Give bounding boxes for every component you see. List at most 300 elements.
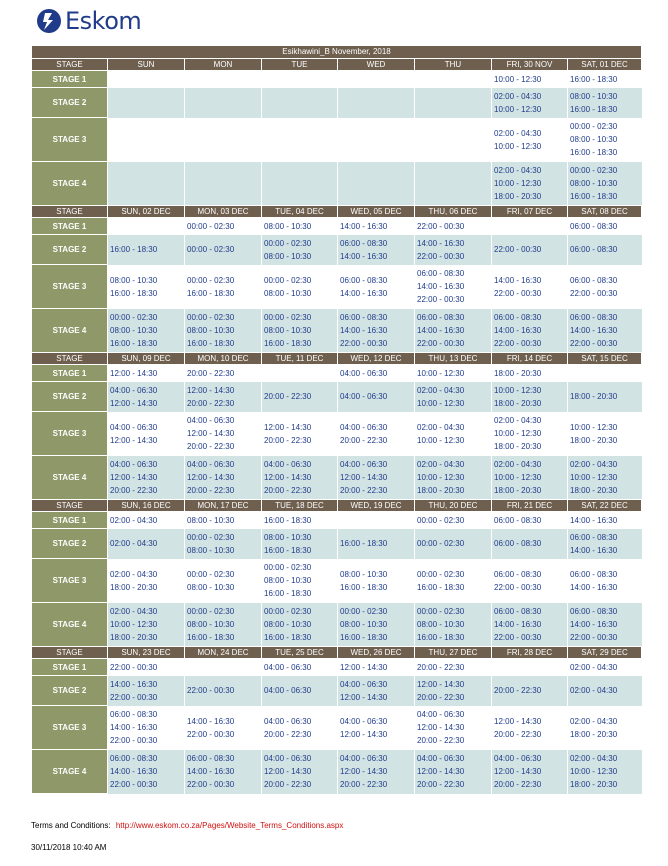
stage-row	[32, 265, 642, 309]
schedule-cell	[492, 412, 568, 456]
time-slot: 00:00 - 02:30	[264, 238, 312, 248]
schedule-cell	[338, 603, 415, 647]
schedule-cell	[185, 456, 262, 500]
day-column-header: THU, 20 DEC	[415, 500, 492, 512]
schedule-cell	[262, 706, 338, 750]
time-slot: 22:00 - 00:30	[494, 338, 542, 348]
stage-label: STAGE 1	[32, 512, 108, 529]
time-slot: 12:00 - 14:30	[494, 767, 542, 776]
time-slot: 08:00 - 10:30	[187, 515, 235, 525]
schedule-cell	[568, 309, 642, 353]
time-slot: 06:00 - 08:30	[494, 515, 542, 525]
time-slot: 18:00 - 20:30	[417, 485, 465, 495]
time-slot: 04:00 - 06:30	[264, 686, 312, 695]
stage-label: STAGE 4	[32, 456, 108, 500]
day-column-header: SAT, 29 DEC	[568, 647, 642, 659]
schedule-cell	[185, 676, 262, 706]
schedule-cell	[492, 71, 568, 88]
schedule-cell	[185, 659, 262, 676]
schedule-cell	[492, 750, 568, 794]
time-slot: 20:00 - 22:30	[187, 442, 235, 451]
day-column-header: TUE, 18 DEC	[262, 500, 338, 512]
print-timestamp: 30/11/2018 10:40 AM	[31, 843, 107, 852]
day-column-header: WED, 05 DEC	[338, 206, 415, 218]
time-slot: 02:00 - 04:30	[570, 716, 618, 726]
schedule-cell	[262, 235, 338, 265]
time-slot: 16:00 - 18:30	[264, 545, 312, 555]
time-slot: 16:00 - 18:30	[417, 582, 465, 592]
schedule-cell	[185, 235, 262, 265]
time-slot: 16:00 - 18:30	[340, 632, 388, 642]
time-slot: 22:00 - 00:30	[417, 295, 465, 304]
time-slot: 22:00 - 00:30	[417, 221, 465, 231]
schedule-cell	[338, 88, 415, 118]
schedule-cell	[492, 382, 568, 412]
schedule-cell	[415, 365, 492, 382]
time-slot: 00:00 - 02:30	[417, 606, 465, 616]
day-column-header: FRI, 28 DEC	[492, 647, 568, 659]
time-slot: 18:00 - 20:30	[494, 442, 542, 451]
stage-label: STAGE 1	[32, 218, 108, 235]
schedule-cell	[185, 382, 262, 412]
time-slot: 20:00 - 22:30	[417, 692, 465, 702]
time-slot: 06:00 - 08:30	[340, 238, 388, 248]
time-slot: 04:00 - 06:30	[340, 422, 388, 432]
time-slot: 18:00 - 20:30	[494, 398, 542, 408]
time-slot: 06:00 - 08:30	[417, 312, 465, 322]
day-column-header: MON	[185, 59, 262, 71]
schedule-cell	[262, 265, 338, 309]
stage-label: STAGE 3	[32, 118, 108, 162]
schedule-cell	[568, 750, 642, 794]
stage-row	[32, 118, 642, 162]
schedule-cell	[108, 235, 185, 265]
day-column-header: FRI, 07 DEC	[492, 206, 568, 218]
time-slot: 14:00 - 16:30	[417, 325, 465, 335]
schedule-cell	[108, 659, 185, 676]
schedule-cell	[108, 456, 185, 500]
schedule-cell	[338, 265, 415, 309]
schedule-cell	[185, 218, 262, 235]
week-header-row	[32, 353, 642, 365]
week-header-row	[32, 206, 642, 218]
terms-and-conditions	[31, 821, 343, 830]
day-column-header: MON, 24 DEC	[185, 647, 262, 659]
schedule-cell	[492, 456, 568, 500]
schedule-cell	[338, 71, 415, 88]
time-slot: 00:00 - 02:30	[187, 532, 235, 542]
schedule-cell	[415, 235, 492, 265]
time-slot: 08:00 - 10:30	[187, 619, 235, 629]
stage-row	[32, 676, 642, 706]
day-column-header: TUE, 04 DEC	[262, 206, 338, 218]
time-slot: 14:00 - 16:30	[570, 545, 618, 555]
time-slot: 06:00 - 08:30	[340, 312, 388, 322]
time-slot: 16:00 - 18:30	[570, 104, 618, 114]
time-slot: 02:00 - 04:30	[417, 422, 465, 432]
schedule-cell	[568, 218, 642, 235]
time-slot: 08:00 - 10:30	[264, 325, 312, 335]
schedule-cell	[568, 88, 642, 118]
time-slot: 16:00 - 18:30	[264, 589, 312, 598]
stage-column-header: STAGE	[32, 353, 108, 365]
schedule-cell	[108, 529, 185, 559]
schedule-cell	[262, 512, 338, 529]
schedule-cell	[185, 529, 262, 559]
time-slot: 04:00 - 06:30	[340, 754, 388, 763]
time-slot: 06:00 - 08:30	[570, 312, 618, 322]
schedule-cell	[492, 706, 568, 750]
schedule-cell	[108, 365, 185, 382]
schedule-cell	[108, 512, 185, 529]
time-slot: 06:00 - 08:30	[570, 221, 618, 231]
time-slot: 22:00 - 00:30	[417, 338, 465, 348]
time-slot: 20:00 - 22:30	[494, 780, 542, 789]
schedule-cell	[108, 309, 185, 353]
schedule-cell	[338, 456, 415, 500]
stage-label: STAGE 3	[32, 559, 108, 603]
schedule-cell	[108, 412, 185, 456]
schedule-cell	[108, 676, 185, 706]
schedule-cell	[338, 706, 415, 750]
time-slot: 02:00 - 04:30	[494, 128, 542, 138]
time-slot: 04:00 - 06:30	[110, 422, 158, 432]
time-slot: 20:00 - 22:30	[340, 780, 388, 789]
time-slot: 12:00 - 14:30	[264, 472, 312, 482]
day-column-header: TUE, 25 DEC	[262, 647, 338, 659]
schedule-cell	[262, 88, 338, 118]
stage-row	[32, 706, 642, 750]
schedule-cell	[568, 265, 642, 309]
day-column-header: SUN, 16 DEC	[108, 500, 185, 512]
time-slot: 08:00 - 10:30	[264, 576, 312, 585]
time-slot: 06:00 - 08:30	[494, 569, 542, 579]
time-slot: 10:00 - 12:30	[494, 104, 542, 114]
time-slot: 22:00 - 00:30	[110, 736, 158, 745]
time-slot: 12:00 - 14:30	[340, 662, 388, 672]
time-slot: 14:00 - 16:30	[340, 325, 388, 335]
time-slot: 02:00 - 04:30	[570, 459, 618, 469]
time-slot: 08:00 - 10:30	[570, 178, 618, 188]
schedule-cell	[492, 265, 568, 309]
day-column-header: MON, 03 DEC	[185, 206, 262, 218]
time-slot: 00:00 - 02:30	[264, 312, 312, 322]
time-slot: 08:00 - 10:30	[110, 325, 158, 335]
time-slot: 14:00 - 16:30	[494, 325, 542, 335]
time-slot: 16:00 - 18:30	[340, 539, 388, 548]
schedule-cell	[338, 529, 415, 559]
schedule-cell	[568, 603, 642, 647]
time-slot: 08:00 - 10:30	[264, 221, 312, 231]
time-slot: 20:00 - 22:30	[187, 368, 235, 378]
schedule-cell	[108, 218, 185, 235]
schedule-cell	[415, 412, 492, 456]
time-slot: 20:00 - 22:30	[494, 729, 542, 739]
time-slot: 00:00 - 02:30	[110, 312, 158, 322]
time-slot: 00:00 - 02:30	[570, 165, 618, 175]
schedule-cell	[108, 162, 185, 206]
time-slot: 06:00 - 08:30	[570, 275, 618, 285]
schedule-cell	[492, 162, 568, 206]
time-slot: 22:00 - 00:30	[110, 692, 158, 702]
schedule-cell	[568, 512, 642, 529]
day-column-header: FRI, 30 NOV	[492, 59, 568, 71]
schedule-cell	[108, 71, 185, 88]
schedule-cell	[568, 706, 642, 750]
week-header-row	[32, 59, 642, 71]
stage-label: STAGE 2	[32, 529, 108, 559]
week-header-row	[32, 500, 642, 512]
day-column-header: TUE, 11 DEC	[262, 353, 338, 365]
schedule-cell	[262, 676, 338, 706]
day-column-header: WED	[338, 59, 415, 71]
time-slot: 22:00 - 00:30	[494, 288, 542, 298]
schedule-cell	[568, 659, 642, 676]
day-column-header: SAT, 22 DEC	[568, 500, 642, 512]
time-slot: 12:00 - 14:30	[417, 767, 465, 776]
time-slot: 22:00 - 00:30	[570, 632, 618, 642]
schedule-cell	[338, 750, 415, 794]
schedule-cell	[108, 706, 185, 750]
schedule-cell	[415, 218, 492, 235]
schedule-cell	[415, 706, 492, 750]
time-slot: 14:00 - 16:30	[570, 619, 618, 629]
loadshedding-schedule-table	[31, 45, 642, 794]
time-slot: 02:00 - 04:30	[570, 662, 618, 672]
time-slot: 12:00 - 14:30	[110, 398, 158, 408]
time-slot: 16:00 - 18:30	[264, 338, 312, 348]
schedule-cell	[262, 382, 338, 412]
stage-column-header: STAGE	[32, 206, 108, 218]
time-slot: 20:00 - 22:30	[417, 662, 465, 672]
time-slot: 10:00 - 12:30	[417, 435, 465, 445]
time-slot: 04:00 - 06:30	[264, 754, 312, 763]
schedule-cell	[415, 559, 492, 603]
time-slot: 04:00 - 06:30	[340, 716, 388, 726]
time-slot: 04:00 - 06:30	[187, 459, 235, 469]
time-slot: 06:00 - 08:30	[187, 754, 235, 763]
stage-label: STAGE 3	[32, 412, 108, 456]
day-column-header: MON, 17 DEC	[185, 500, 262, 512]
day-column-header: MON, 10 DEC	[185, 353, 262, 365]
time-slot: 14:00 - 16:30	[110, 679, 158, 689]
time-slot: 06:00 - 08:30	[570, 245, 618, 254]
schedule-cell	[492, 88, 568, 118]
day-column-header: SAT, 08 DEC	[568, 206, 642, 218]
time-slot: 22:00 - 00:30	[110, 780, 158, 789]
schedule-cell	[338, 559, 415, 603]
time-slot: 00:00 - 02:30	[264, 563, 312, 572]
time-slot: 02:00 - 04:30	[570, 686, 618, 695]
schedule-cell	[415, 88, 492, 118]
stage-label: STAGE 4	[32, 309, 108, 353]
schedule-cell	[185, 162, 262, 206]
schedule-cell	[568, 456, 642, 500]
stage-row	[32, 456, 642, 500]
schedule-cell	[338, 412, 415, 456]
schedule-cell	[185, 88, 262, 118]
schedule-cell	[108, 559, 185, 603]
time-slot: 16:00 - 18:30	[264, 632, 312, 642]
schedule-cell	[568, 118, 642, 162]
schedule-cell	[338, 365, 415, 382]
stage-label: STAGE 2	[32, 676, 108, 706]
time-slot: 02:00 - 04:30	[494, 165, 542, 175]
time-slot: 10:00 - 12:30	[417, 368, 465, 378]
stage-row	[32, 218, 642, 235]
schedule-cell	[492, 603, 568, 647]
day-column-header: SAT, 01 DEC	[568, 59, 642, 71]
stage-row	[32, 659, 642, 676]
time-slot: 10:00 - 12:30	[494, 74, 542, 84]
time-slot: 02:00 - 04:30	[110, 569, 158, 579]
schedule-cell	[492, 218, 568, 235]
time-slot: 16:00 - 18:30	[110, 338, 158, 348]
time-slot: 04:00 - 06:30	[110, 385, 158, 395]
time-slot: 04:00 - 06:30	[110, 459, 158, 469]
eskom-logo	[36, 6, 141, 36]
schedule-cell	[108, 88, 185, 118]
day-column-header: SUN, 02 DEC	[108, 206, 185, 218]
stage-label: STAGE 2	[32, 88, 108, 118]
day-column-header: SUN	[108, 59, 185, 71]
time-slot: 02:00 - 04:30	[110, 606, 158, 616]
time-slot: 18:00 - 20:30	[570, 729, 618, 739]
time-slot: 06:00 - 08:30	[340, 275, 388, 285]
schedule-cell	[568, 235, 642, 265]
time-slot: 08:00 - 10:30	[264, 532, 312, 542]
time-slot: 18:00 - 20:30	[570, 780, 618, 789]
time-slot: 20:00 - 22:30	[417, 736, 465, 745]
schedule-cell	[568, 162, 642, 206]
schedule-cell	[492, 309, 568, 353]
time-slot: 08:00 - 10:30	[187, 545, 235, 555]
week-header-row	[32, 647, 642, 659]
stage-row	[32, 559, 642, 603]
time-slot: 06:00 - 08:30	[417, 269, 465, 278]
time-slot: 00:00 - 02:30	[340, 606, 388, 616]
time-slot: 10:00 - 12:30	[570, 472, 618, 482]
time-slot: 10:00 - 12:30	[494, 429, 542, 438]
time-slot: 20:00 - 22:30	[187, 485, 235, 495]
time-slot: 16:00 - 18:30	[187, 288, 235, 298]
stage-label: STAGE 2	[32, 382, 108, 412]
time-slot: 20:00 - 22:30	[187, 398, 235, 408]
time-slot: 14:00 - 16:30	[340, 251, 388, 261]
time-slot: 00:00 - 02:30	[187, 569, 235, 579]
schedule-cell	[338, 118, 415, 162]
schedule-cell	[185, 71, 262, 88]
time-slot: 10:00 - 12:30	[417, 398, 465, 408]
time-slot: 00:00 - 02:30	[570, 122, 618, 131]
stage-row	[32, 382, 642, 412]
time-slot: 08:00 - 10:30	[110, 275, 158, 285]
time-slot: 12:00 - 14:30	[110, 472, 158, 482]
time-slot: 08:00 - 10:30	[417, 619, 465, 629]
time-slot: 02:00 - 04:30	[494, 416, 542, 425]
time-slot: 10:00 - 12:30	[494, 178, 542, 188]
time-slot: 14:00 - 16:30	[187, 767, 235, 776]
time-slot: 16:00 - 18:30	[570, 148, 618, 157]
time-slot: 04:00 - 06:30	[417, 710, 465, 719]
time-slot: 18:00 - 20:30	[110, 582, 158, 592]
time-slot: 14:00 - 16:30	[494, 619, 542, 629]
schedule-cell	[185, 706, 262, 750]
time-slot: 18:00 - 20:30	[110, 632, 158, 642]
day-column-header: FRI, 21 DEC	[492, 500, 568, 512]
time-slot: 14:00 - 16:30	[417, 282, 465, 291]
schedule-cell	[262, 71, 338, 88]
time-slot: 14:00 - 16:30	[494, 275, 542, 285]
time-slot: 18:00 - 20:30	[494, 485, 542, 495]
schedule-cell	[415, 162, 492, 206]
schedule-cell	[262, 118, 338, 162]
time-slot: 16:00 - 18:30	[340, 582, 388, 592]
day-column-header: THU, 13 DEC	[415, 353, 492, 365]
schedule-cell	[108, 750, 185, 794]
time-slot: 12:00 - 14:30	[187, 472, 235, 482]
schedule-cell	[338, 309, 415, 353]
time-slot: 20:00 - 22:30	[340, 435, 388, 445]
stage-row	[32, 512, 642, 529]
stage-label: STAGE 4	[32, 162, 108, 206]
schedule-cell	[492, 529, 568, 559]
time-slot: 04:00 - 06:30	[264, 662, 312, 672]
schedule-cell	[262, 456, 338, 500]
time-slot: 04:00 - 06:30	[340, 679, 388, 689]
time-slot: 12:00 - 14:30	[417, 679, 465, 689]
time-slot: 14:00 - 16:30	[570, 515, 618, 525]
terms-link[interactable]: http://www.eskom.co.za/Pages/Website_Terms_Conditions.aspx	[115, 821, 344, 830]
time-slot: 08:00 - 10:30	[570, 91, 618, 101]
time-slot: 22:00 - 00:30	[417, 251, 465, 261]
time-slot: 20:00 - 22:30	[417, 780, 465, 789]
brand-name: Eskom	[65, 7, 142, 35]
schedule-cell	[108, 382, 185, 412]
stage-row	[32, 412, 642, 456]
stage-column-header: STAGE	[32, 647, 108, 659]
time-slot: 16:00 - 18:30	[187, 338, 235, 348]
stage-row	[32, 603, 642, 647]
schedule-cell	[415, 456, 492, 500]
day-column-header: SUN, 23 DEC	[108, 647, 185, 659]
time-slot: 02:00 - 04:30	[570, 754, 618, 763]
time-slot: 16:00 - 18:30	[570, 191, 618, 201]
time-slot: 22:00 - 00:30	[494, 632, 542, 642]
time-slot: 12:00 - 14:30	[187, 385, 235, 395]
eskom-logo-icon	[36, 8, 62, 34]
time-slot: 12:00 - 14:30	[110, 368, 158, 378]
schedule-cell	[492, 118, 568, 162]
time-slot: 16:00 - 18:30	[110, 288, 158, 298]
schedule-cell	[492, 512, 568, 529]
time-slot: 20:00 - 22:30	[494, 686, 542, 695]
schedule-cell	[108, 603, 185, 647]
day-column-header: TUE	[262, 59, 338, 71]
time-slot: 08:00 - 10:30	[570, 135, 618, 144]
stage-label: STAGE 2	[32, 235, 108, 265]
schedule-cell	[185, 559, 262, 603]
time-slot: 04:00 - 06:30	[417, 754, 465, 763]
schedule-cell	[108, 265, 185, 309]
time-slot: 02:00 - 04:30	[417, 459, 465, 469]
time-slot: 04:00 - 06:30	[340, 459, 388, 469]
time-slot: 14:00 - 16:30	[110, 723, 158, 732]
time-slot: 00:00 - 02:30	[264, 606, 312, 616]
time-slot: 22:00 - 00:30	[110, 662, 158, 672]
stage-row	[32, 529, 642, 559]
time-slot: 14:00 - 16:30	[417, 238, 465, 248]
